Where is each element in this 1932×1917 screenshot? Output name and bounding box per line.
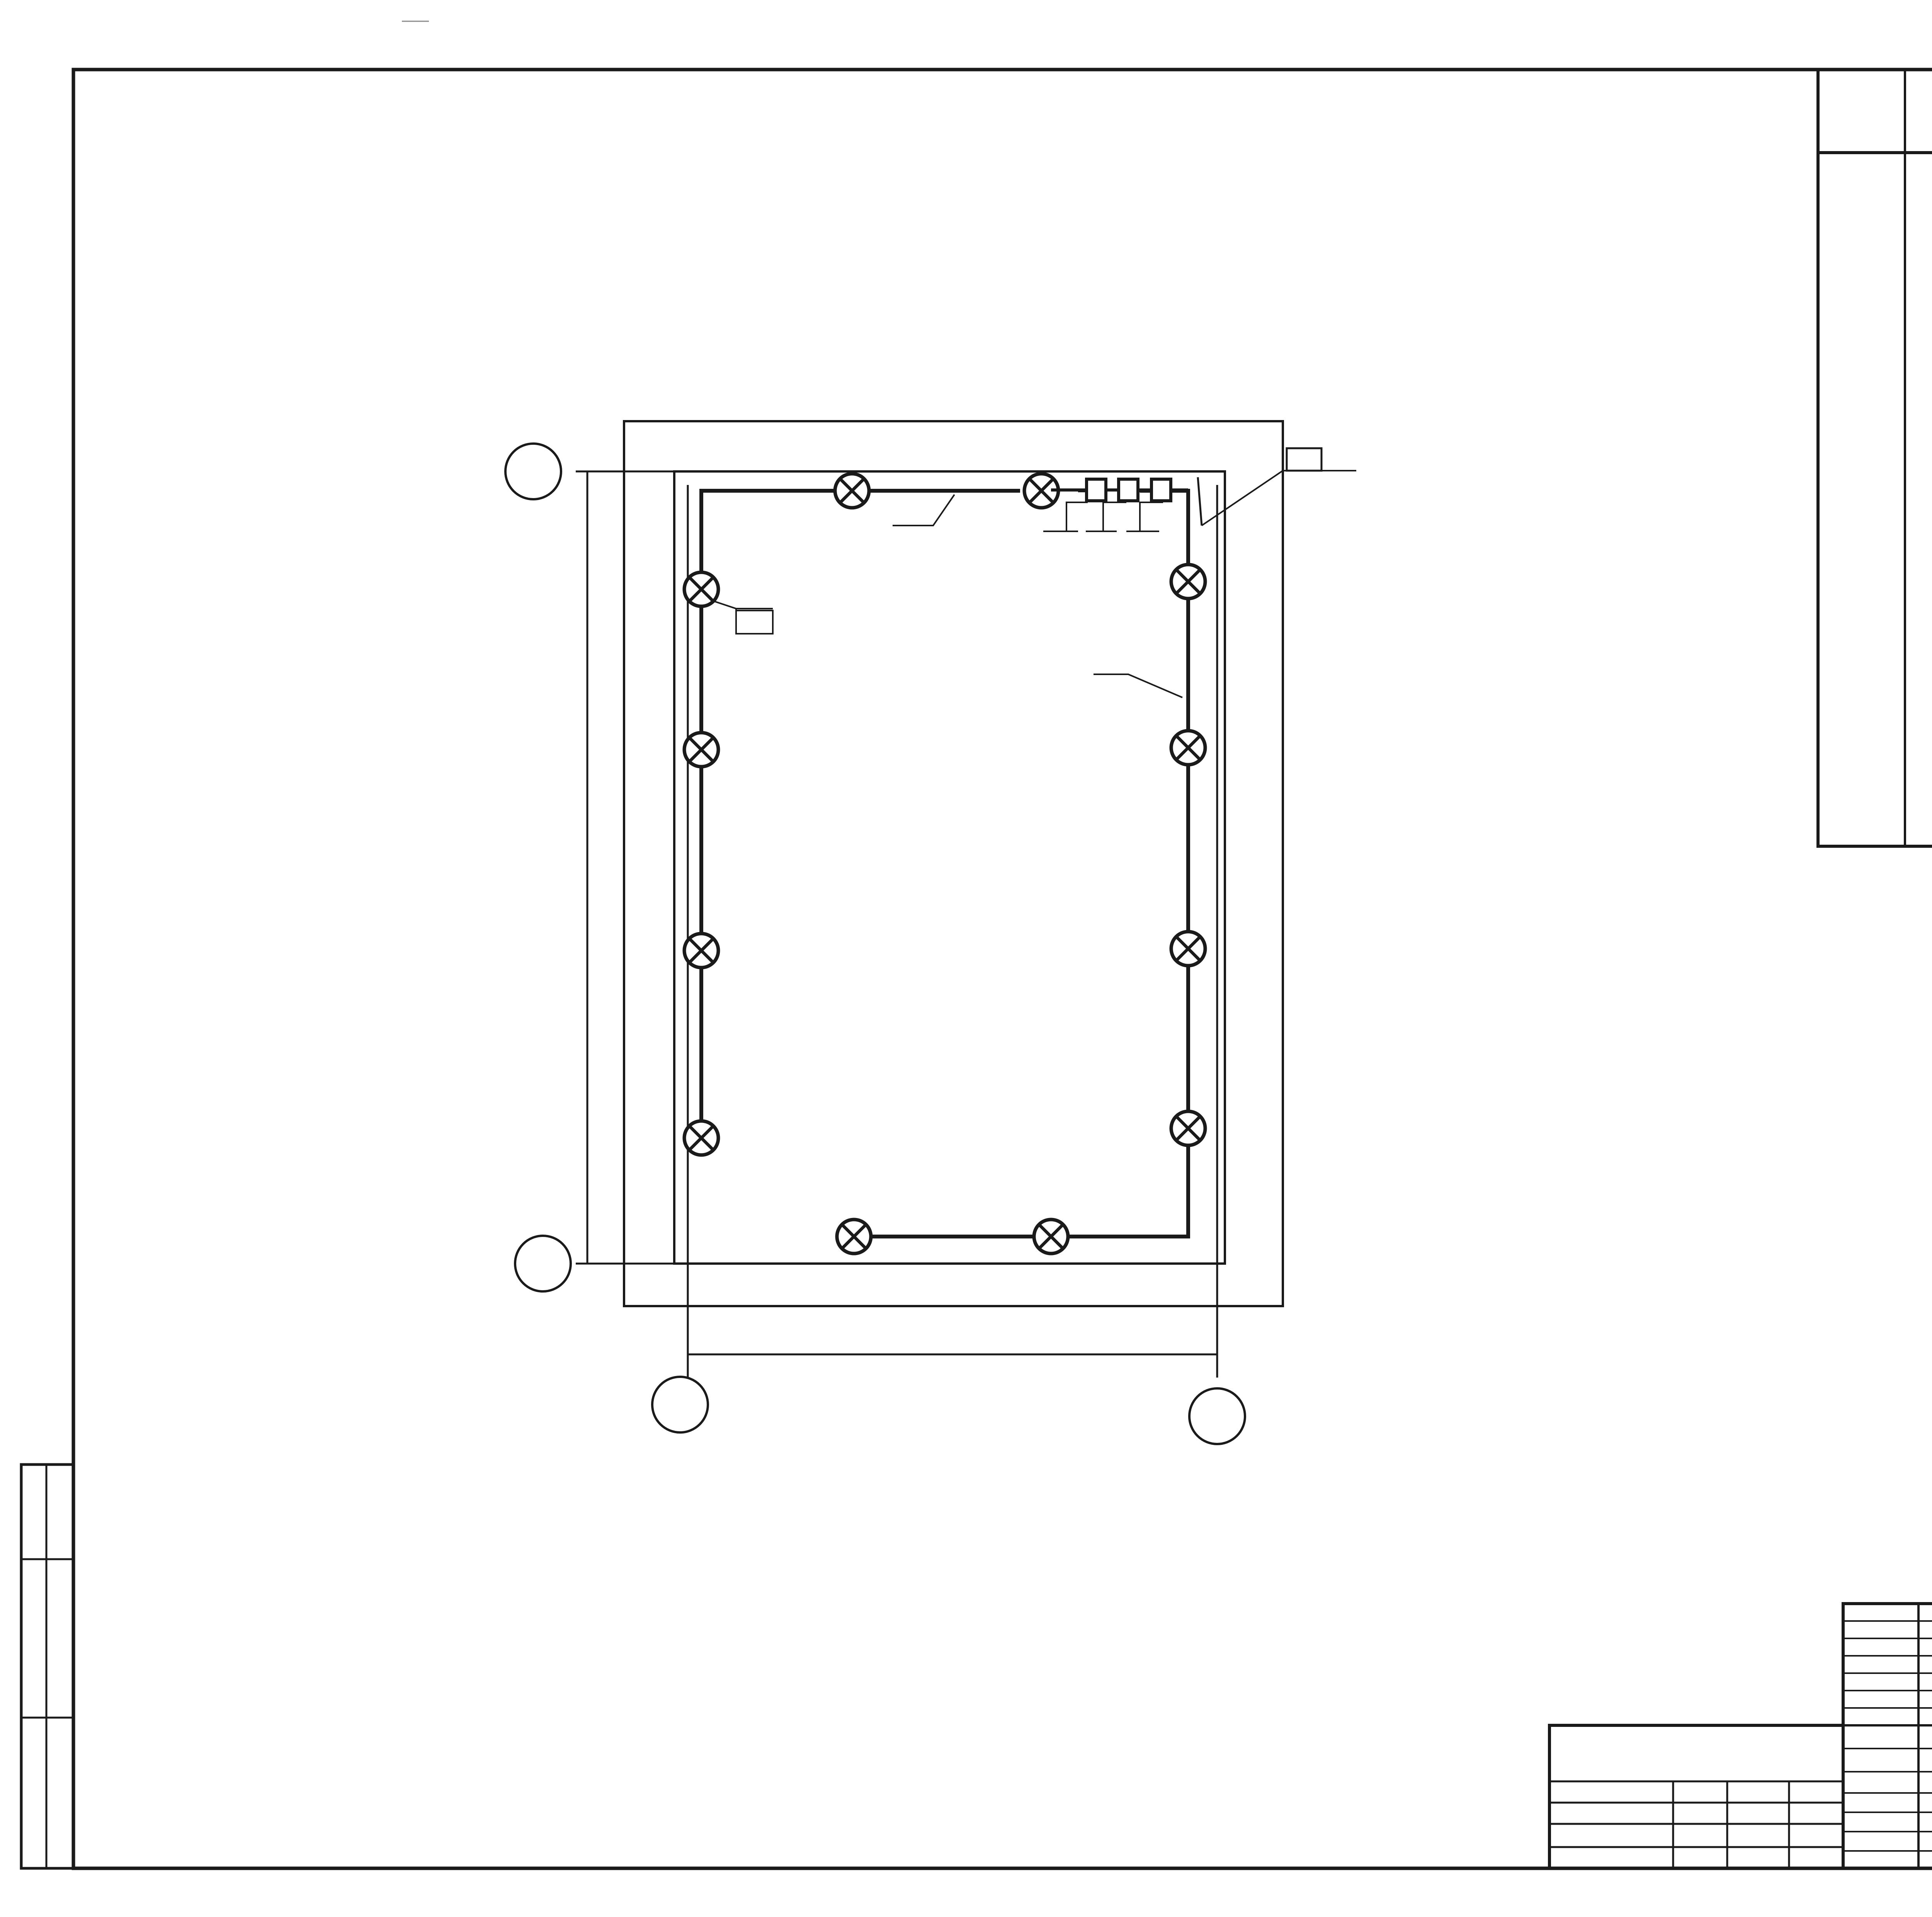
devices <box>1043 479 1188 531</box>
lamp-icon <box>1171 932 1205 966</box>
room-plan <box>576 421 1283 1378</box>
axis-marker-a <box>515 1236 571 1291</box>
cable-route <box>701 477 1202 1237</box>
spec-table-grid <box>1818 70 1932 846</box>
lamp-icon <box>684 733 718 767</box>
axis-marker-b <box>505 444 561 499</box>
lamp-icon <box>1171 1111 1205 1145</box>
lamp-icon <box>1171 565 1205 599</box>
title-block-grid <box>1549 1604 1932 1868</box>
side-stamp <box>21 1465 73 1868</box>
sheet-frame <box>73 15 1932 1868</box>
lamp-icon <box>837 1220 871 1254</box>
switch-box-sa-icon <box>1119 479 1138 501</box>
transformer-box-ya2-icon <box>1151 479 1171 501</box>
lamp-icon <box>1034 1220 1068 1254</box>
axis-marker-1 <box>652 1377 708 1432</box>
lamps <box>684 474 1205 1254</box>
lamp-icon <box>1171 731 1205 765</box>
axis-marker-2 <box>1189 1388 1245 1444</box>
lamp-icon <box>684 934 718 968</box>
lamp-icon <box>684 1121 718 1155</box>
cable-leaders <box>713 495 1182 697</box>
lamp-icon <box>835 474 869 508</box>
transformer-box-ya1-icon <box>1087 479 1106 501</box>
